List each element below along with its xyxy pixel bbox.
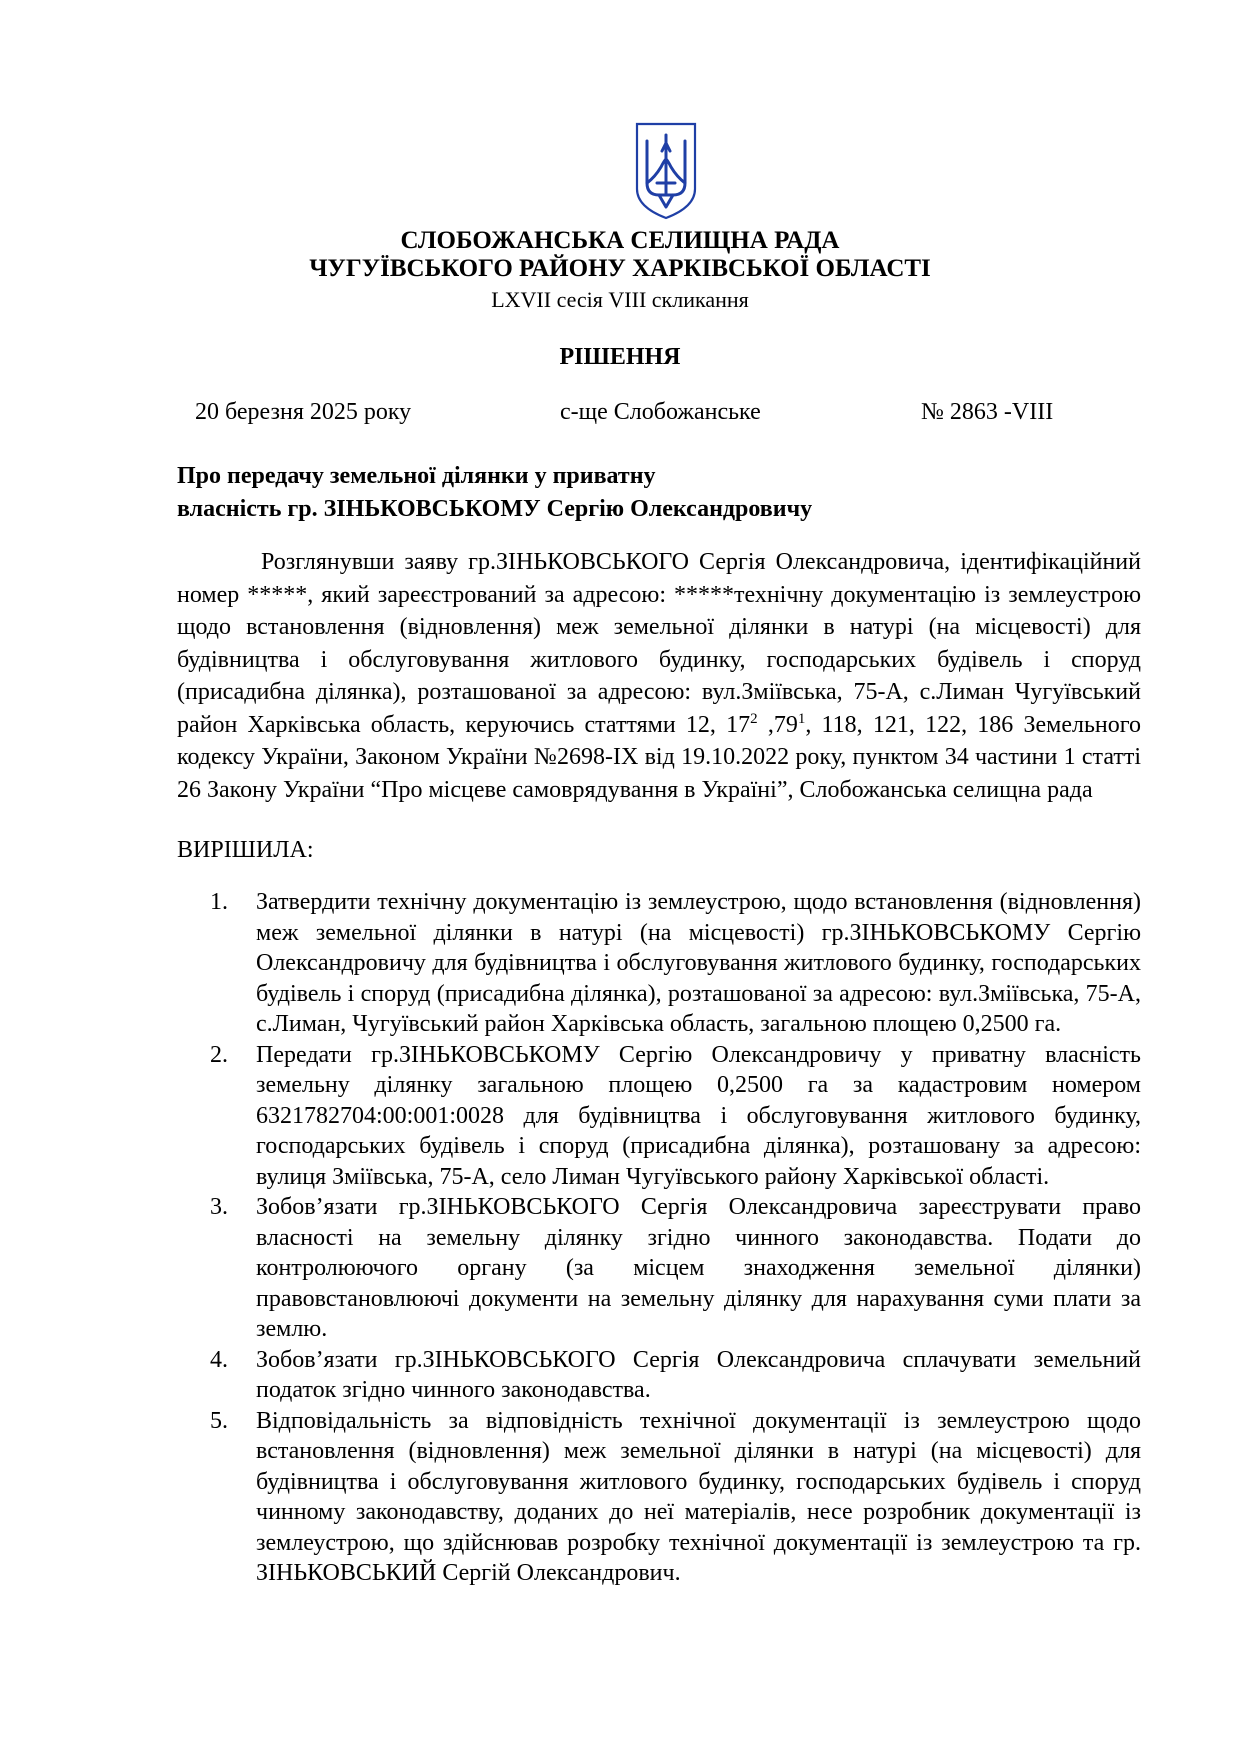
preamble-text: Розглянувши заяву гр.ЗІНЬКОВСЬКОГО Сергія Олександровича, ідентифікаційний номер *****, який зареєстрований за адресою: *****технічну документацію із землеустрою щодо встановлення (відновлення) меж земельної ділянки в натурі (на місцевості) для будівництва і обслуговування житлового будинку, господарських будівель і споруд (присадибна ділянка), розташованої за адресою: вул.Зміївська, 75-А, с.Лиман Чугуївський район Харківська область, керуючись статтями 12, 17	[177, 549, 1141, 738]
decided-heading: ВИРІШИЛА:	[177, 837, 314, 863]
subject-line: власність гр. ЗІНЬКОВСЬКОМУ Сергію Олександровичу	[177, 496, 813, 522]
council-name: СЛОБОЖАНСЬКА СЕЛИЩНА РАДА	[400, 227, 840, 254]
decision-number: № 2863 -VIII	[921, 399, 1054, 425]
preamble-text: , 118, 121, 122, 186 Земельного кодексу України, Законом України №2698-ІХ від 19.10.2022 року, пунктом 34 частини 1 статті 26 Закону України “Про місцеве самоврядування в Україні”, Слобожанська селищна рада	[177, 711, 1142, 803]
trident-coat-of-arms-icon	[633, 121, 699, 221]
decision-place: с-ще Слобожанське	[560, 399, 761, 425]
document-type: РІШЕННЯ	[559, 344, 681, 370]
item-text: Відповідальність за відповідність технічної документації із землеустрою щодо встановлення (відновлення) меж земельної ділянки в натурі (на місцевості) для будівництва і обслуговування житлового будинку, господарських будівель і споруд чинному законодавству, доданих до неї матеріалів, несе розробник документації із землеустрою, що здійснював розробку технічної документації із землеустрою та гр. ЗІНЬКОВСЬКИЙ Сергій Олександрович.	[256, 1407, 1141, 1586]
list-item	[210, 1192, 1141, 1345]
list-item	[210, 1040, 1141, 1193]
list-item	[210, 887, 1141, 1040]
list-item	[210, 1406, 1141, 1589]
subject-line: Про передачу земельної ділянки у приватну	[177, 463, 656, 489]
decision-subject	[177, 460, 812, 526]
item-number: 2.	[210, 1041, 228, 1068]
decision-items-list	[210, 887, 1141, 1589]
item-text: Затвердити технічну документацію із землеустрою, щодо встановлення (відновлення) меж земельної ділянки в натурі (на місцевості) гр.ЗІНЬКОВСЬКОМУ Сергію Олександровичу для будівництва і обслуговування житлового будинку, господарських будівель і споруд (присадибна ділянка), розташованої за адресою: вул.Зміївська, 75-А, с.Лиман, Чугуївський район Харківська область, загальною площею 0,2500 га.	[256, 889, 1141, 1037]
item-number: 3.	[210, 1194, 228, 1220]
item-number: 5.	[210, 1407, 228, 1434]
superscript: 2	[750, 710, 758, 727]
superscript: 1	[797, 710, 806, 727]
preamble-text: ,79	[757, 711, 798, 738]
item-number: 1.	[210, 889, 228, 915]
list-item	[210, 1345, 1141, 1406]
item-text: Зобов’язати гр.ЗІНЬКОВСЬКОГО Сергія Олександровича зареєструвати право власності на земельну ділянку згідно чинного законодавства. Подати до контролюючого органу (за місцем знаходження земельної ділянки) правовстановлюючі документи на земельну ділянку для нарахування суми плати за землю.	[256, 1194, 1141, 1342]
item-text: Передати гр.ЗІНЬКОВСЬКОМУ Сергію Олександровичу у приватну власність земельну ділянку загальною площею 0,2500 га за кадастровим номером 6321782704:00:001:0028 для будівництва і обслуговування житлового будинку, господарських будівель і споруд (присадибна ділянка), розташовану за адресою: вулиця Зміївська, 75-А, село Лиман Чугуївського району Харківської області.	[256, 1041, 1141, 1190]
session-info: LXVII сесія VIII скликання	[491, 287, 749, 312]
item-text: Зобов’язати гр.ЗІНЬКОВСЬКОГО Сергія Олександровича сплачувати земельний податок згідно чинного законодавства.	[256, 1346, 1141, 1403]
district-name: ЧУГУЇВСЬКОГО РАЙОНУ ХАРКІВСЬКОЇ ОБЛАСТІ	[309, 255, 931, 282]
preamble-paragraph	[177, 546, 1141, 806]
decision-date: 20 березня 2025 року	[195, 399, 412, 425]
item-number: 4.	[210, 1346, 228, 1373]
